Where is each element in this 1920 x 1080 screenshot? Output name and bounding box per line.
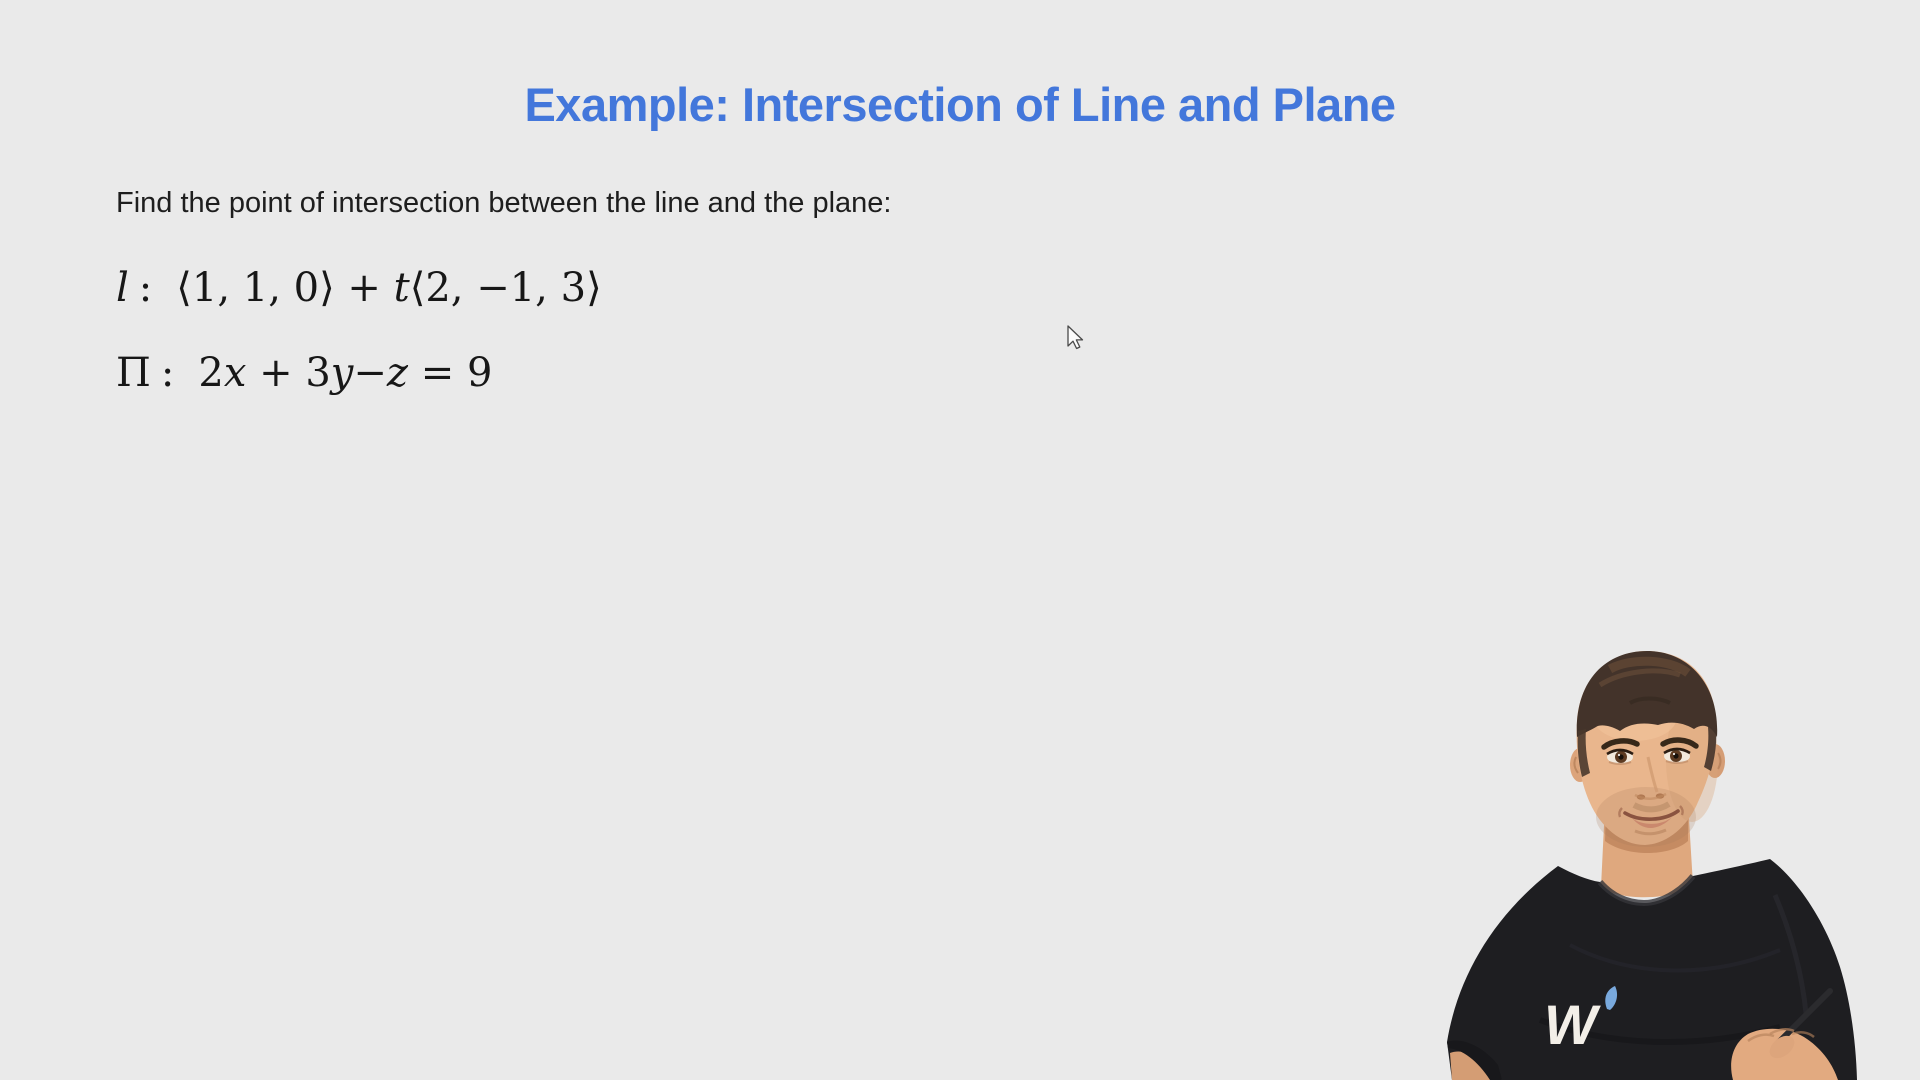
plane-minus-operator: −: [353, 350, 387, 396]
plane-colon: :: [160, 350, 175, 396]
plane-rhs: = 9: [408, 350, 493, 396]
line-direction-vector: ⟨2, −1, 3⟩: [409, 265, 602, 311]
plane-var-z: z: [386, 350, 408, 396]
page-title: Example: Intersection of Line and Plane: [524, 78, 1396, 131]
plane-label: Π: [116, 350, 151, 396]
plane-coef-x: 2: [198, 350, 224, 396]
plane-var-y: y: [330, 350, 354, 396]
line-plus-operator: +: [334, 265, 394, 311]
plane-plus-coef-y: + 3: [246, 350, 331, 396]
problem-statement: Find the point of intersection between the line and the plane:: [116, 187, 892, 219]
equation-plane: [116, 347, 492, 399]
plane-var-x: x: [223, 350, 247, 396]
equation-line: [116, 262, 602, 314]
mouse-cursor-icon: [1067, 325, 1084, 350]
line-parameter: t: [393, 265, 410, 311]
presenter-webcam: [1430, 645, 1920, 1080]
line-colon: :: [138, 265, 153, 311]
line-label: l: [116, 265, 129, 311]
line-point-vector: ⟨1, 1, 0⟩: [176, 265, 335, 311]
svg-text:W: W: [1544, 993, 1597, 1056]
